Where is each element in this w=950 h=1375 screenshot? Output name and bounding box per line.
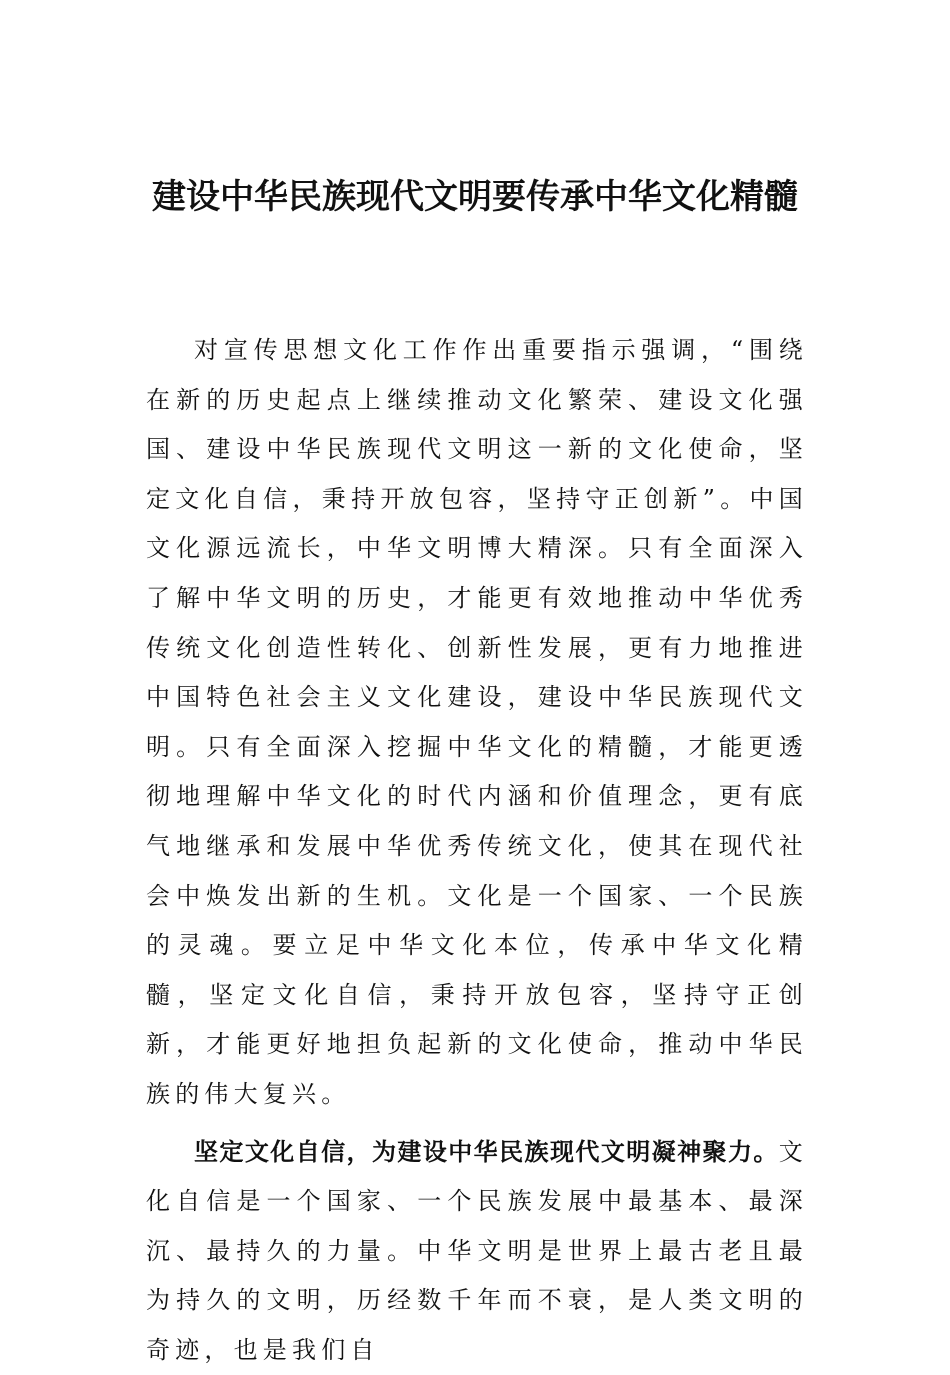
paragraph-intro: 对宣传思想文化工作作出重要指示强调，“围绕在新的历史起点上继续推动文化繁荣、建设文化强国、建设中华民族现代文明这一新的文化使命，坚定文化自信，秉持开放包容，坚持守正创新”。中国文化源远流长，中华文明博大精深。只有全面深入了解中华文明的历史，才能更有效地推动中华优秀传统文化创造性转化、创新性发展，更有力地推进中国特色社会主义文化建设，建设中华民族现代文明。只有全面深入挖掘中华文化的精髓，才能更透彻地理解中华文化的时代内涵和价值理念，更有底气地继承和发展中华优秀传统文化，使其在现代社会中焕发出新的生机。文化是一个国家、一个民族的灵魂。要立足中华文化本位，传承中华文化精髓，坚定文化自信，秉持开放包容，坚持守正创新，才能更好地担负起新的文化使命，推动中华民族的伟大复兴。 [146, 326, 808, 1120]
document-body [146, 326, 808, 1375]
paragraph-lead-heading: 坚定文化自信，为建设中华民族现代文明凝神聚力。 [194, 1138, 779, 1166]
document-title: 建设中华民族现代文明要传承中华文化精髓 [140, 172, 810, 222]
paragraph-cultural-confidence [146, 1128, 808, 1375]
paragraph-body-text: 文化自信是一个国家、一个民族发展中最基本、最深沉、最持久的力量。中华文明是世界上最古老且最为持久的文明，历经数千年而不衰，是人类文明的奇迹，也是我们自 [146, 1138, 808, 1364]
